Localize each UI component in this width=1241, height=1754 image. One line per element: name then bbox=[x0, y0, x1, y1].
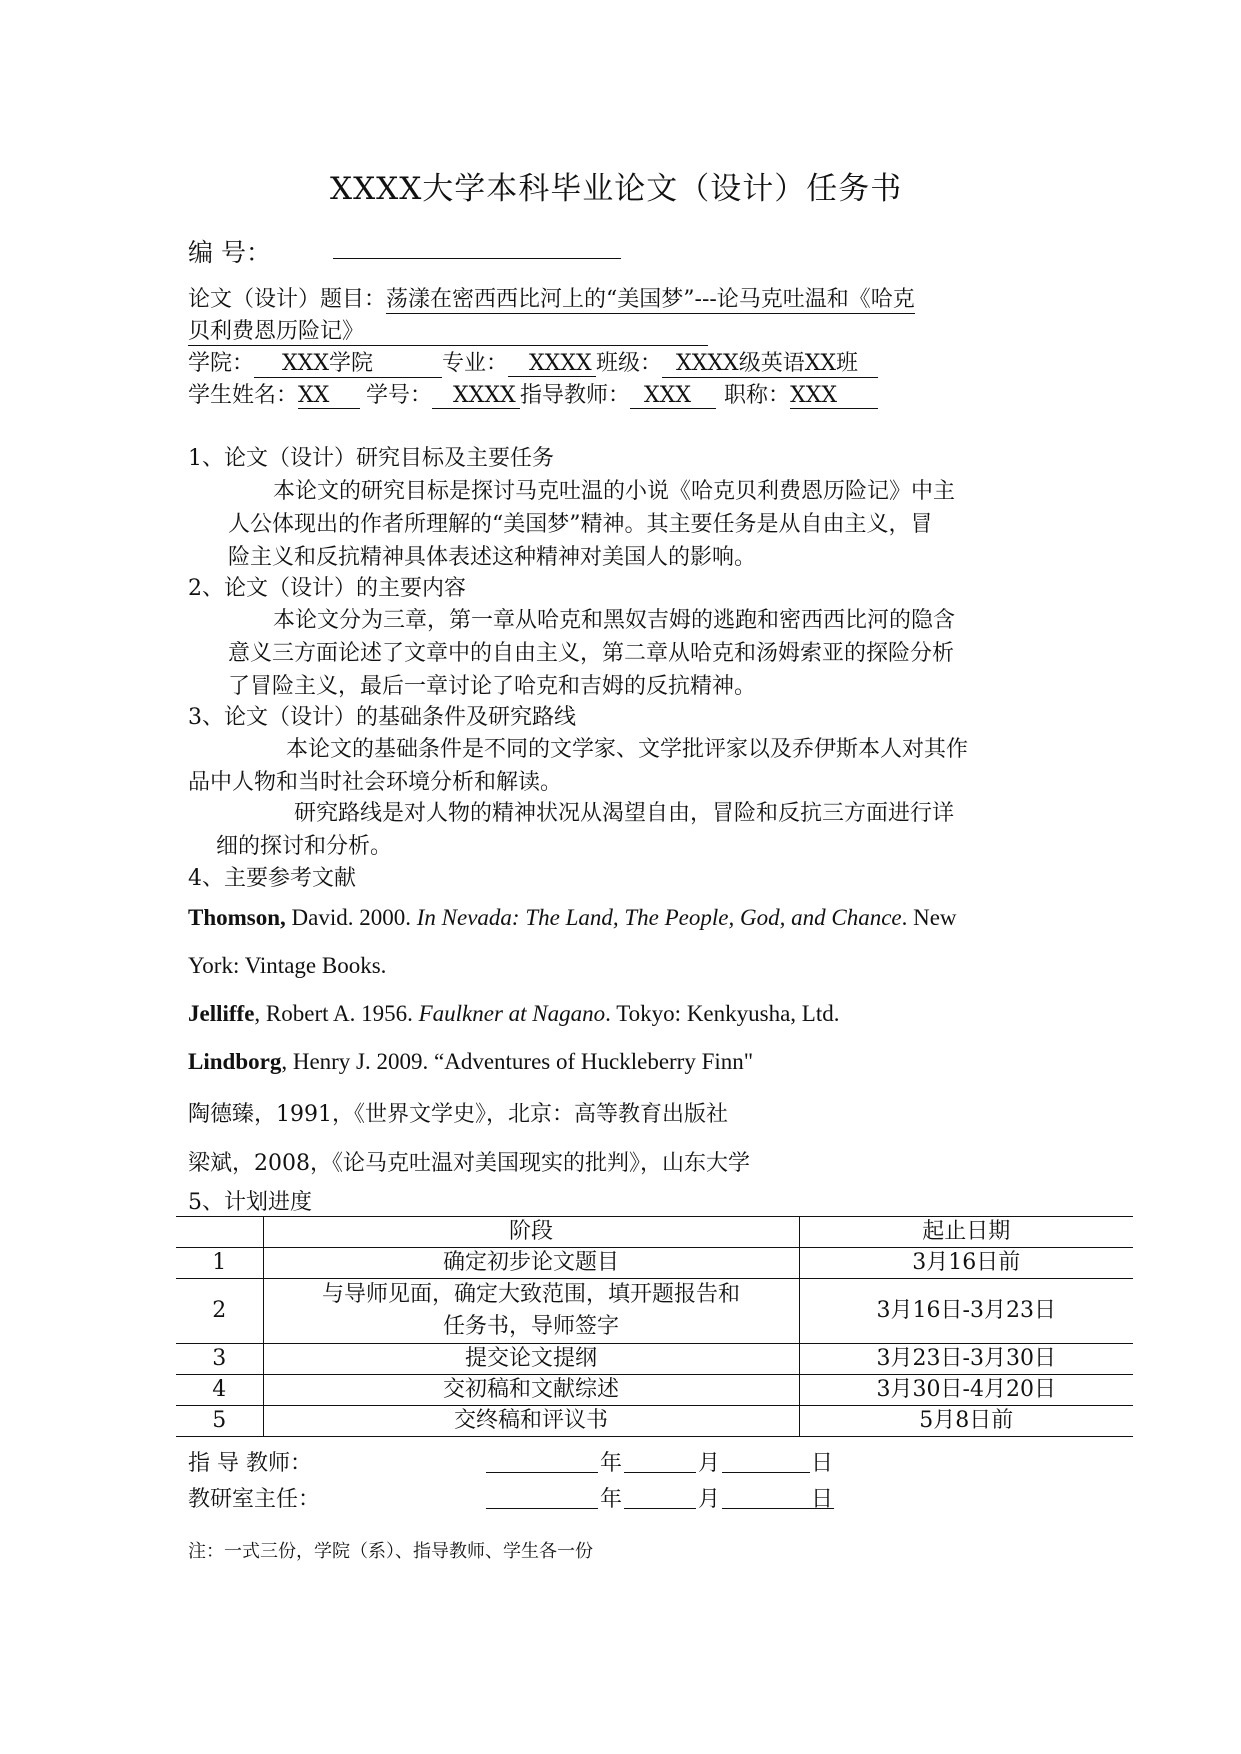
topic-line-1 bbox=[188, 282, 915, 314]
rank-label: 职称： bbox=[724, 383, 791, 408]
section-2-heading: 2、论文（设计）的主要内容 bbox=[188, 576, 466, 601]
advisor-day-label: 日 bbox=[811, 1451, 834, 1476]
header-stage: 阶段 bbox=[263, 1217, 799, 1248]
advisor-year-field[interactable] bbox=[486, 1472, 598, 1473]
major-label: 专业： bbox=[442, 351, 509, 376]
advisor-label: 指导教师： bbox=[520, 383, 631, 408]
section-1-heading: 1、论文（设计）研究目标及主要任务 bbox=[188, 446, 554, 471]
row-date: 3月23日-3月30日 bbox=[799, 1344, 1133, 1375]
number-field[interactable] bbox=[333, 230, 621, 259]
section-3-line-1: 本论文的基础条件是不同的文学家、文学批评家以及乔伊斯本人对其作 bbox=[286, 737, 969, 762]
section-1-line-2: 人公体现出的作者所理解的“美国梦”精神。其主要任务是从自由主义，冒 bbox=[228, 512, 933, 537]
section-3-line-2: 品中人物和当时社会环境分析和解读。 bbox=[188, 770, 563, 795]
reference-1: Thomson, David. 2000. In Nevada: The Land, The People, God, and Chance. New bbox=[188, 905, 957, 930]
table-row bbox=[176, 1375, 1133, 1406]
row-date: 3月16日前 bbox=[799, 1248, 1133, 1279]
topic-value-2: 贝利费恩历险记》 bbox=[188, 314, 708, 346]
row-no: 4 bbox=[176, 1375, 263, 1406]
schedule-table bbox=[176, 1216, 1133, 1437]
director-month-field[interactable] bbox=[624, 1508, 696, 1509]
section-3-line-4: 细的探讨和分析。 bbox=[216, 834, 393, 859]
row-stage: 交初稿和文献综述 bbox=[263, 1375, 799, 1406]
major-value: XXXX bbox=[508, 351, 596, 377]
advisor-month-label: 月 bbox=[698, 1451, 721, 1476]
row-stage: 提交论文提纲 bbox=[263, 1344, 799, 1375]
section-2-line-1: 本论文分为三章，第一章从哈克和黑奴吉姆的逃跑和密西西比河的隐含 bbox=[273, 608, 956, 633]
footnote: 注：一式三份，学院（系）、指导教师、学生各一份 bbox=[188, 1541, 593, 1562]
row-stage: 与导师见面，确定大致范围，填开题报告和 任务书，导师签字 bbox=[263, 1279, 799, 1344]
row-date: 5月8日前 bbox=[799, 1406, 1133, 1437]
director-sign-label: 教研室主任： bbox=[188, 1487, 321, 1512]
class-value: XXXX级英语XX班 bbox=[662, 346, 878, 378]
advisor-day-field[interactable] bbox=[722, 1472, 810, 1473]
advisor-year-label: 年 bbox=[600, 1451, 623, 1476]
advisor-value: XXX bbox=[630, 383, 716, 409]
student-label: 学生姓名： bbox=[188, 383, 299, 408]
college-value: XXX学院 bbox=[254, 346, 442, 378]
college-line bbox=[188, 346, 878, 378]
row-no: 1 bbox=[176, 1248, 263, 1279]
header-date: 起止日期 bbox=[799, 1217, 1133, 1248]
topic-label: 论文（设计）题目： bbox=[188, 287, 387, 312]
row-date: 3月30日-4月20日 bbox=[799, 1375, 1133, 1406]
reference-1-line-2: York: Vintage Books. bbox=[188, 953, 387, 978]
topic-line-2 bbox=[188, 314, 708, 346]
student-value: XX bbox=[298, 383, 360, 409]
director-year-field[interactable] bbox=[486, 1508, 598, 1509]
table-row bbox=[176, 1344, 1133, 1375]
section-3-heading: 3、论文（设计）的基础条件及研究路线 bbox=[188, 705, 576, 730]
class-label: 班级： bbox=[596, 351, 663, 376]
advisor-month-field[interactable] bbox=[624, 1472, 696, 1473]
table-row bbox=[176, 1406, 1133, 1437]
section-2-line-2: 意义三方面论述了文章中的自由主义，第二章从哈克和汤姆索亚的探险分析 bbox=[228, 641, 955, 666]
rank-value: XXX bbox=[790, 383, 878, 409]
table-row bbox=[176, 1248, 1133, 1279]
row-no: 2 bbox=[176, 1279, 263, 1344]
director-year-label: 年 bbox=[600, 1487, 623, 1512]
row-stage: 确定初步论文题目 bbox=[263, 1248, 799, 1279]
page-title: XXXX大学本科毕业论文（设计）任务书 bbox=[330, 171, 903, 207]
director-day-label: 日 bbox=[811, 1487, 834, 1512]
college-label: 学院： bbox=[188, 351, 255, 376]
reference-2: Jelliffe, Robert A. 1956. Faulkner at Nagano. Tokyo: Kenkyusha, Ltd. bbox=[188, 1001, 840, 1026]
section-1-line-3: 险主义和反抗精神具体表述这种精神对美国人的影响。 bbox=[228, 545, 757, 570]
table-row bbox=[176, 1279, 1133, 1344]
advisor-sign-label: 指 导 教师： bbox=[188, 1451, 312, 1476]
row-no: 3 bbox=[176, 1344, 263, 1375]
section-1-line-1: 本论文的研究目标是探讨马克吐温的小说《哈克贝利费恩历险记》中主 bbox=[273, 479, 956, 504]
number-label: 编 号： bbox=[188, 238, 271, 267]
topic-value-1: 荡漾在密西西比河上的“美国梦”---论马克吐温和《哈克 bbox=[386, 282, 915, 314]
row-no: 5 bbox=[176, 1406, 263, 1437]
row-date: 3月16日-3月23日 bbox=[799, 1279, 1133, 1344]
header-no bbox=[176, 1217, 263, 1248]
section-3-line-3: 研究路线是对人物的精神状况从渴望自由，冒险和反抗三方面进行详 bbox=[294, 801, 955, 826]
id-label: 学号： bbox=[366, 383, 433, 408]
director-month-label: 月 bbox=[698, 1487, 721, 1512]
id-value: XXXX bbox=[432, 383, 520, 409]
reference-3: Lindborg, Henry J. 2009. “Adventures of Huckleberry Finn" bbox=[188, 1049, 754, 1074]
reference-4: 陶德臻，1991，《世界文学史》，北京：高等教育出版社 bbox=[188, 1102, 728, 1127]
section-5-heading: 5、计划进度 bbox=[188, 1190, 312, 1215]
row-stage: 交终稿和评议书 bbox=[263, 1406, 799, 1437]
section-2-line-3: 了冒险主义，最后一章讨论了哈克和吉姆的反抗精神。 bbox=[228, 674, 757, 699]
table-header-row bbox=[176, 1217, 1133, 1248]
section-4-heading: 4、主要参考文献 bbox=[188, 866, 356, 891]
student-line bbox=[188, 378, 878, 409]
reference-5: 梁斌，2008，《论马克吐温对美国现实的批判》，山东大学 bbox=[188, 1151, 750, 1176]
